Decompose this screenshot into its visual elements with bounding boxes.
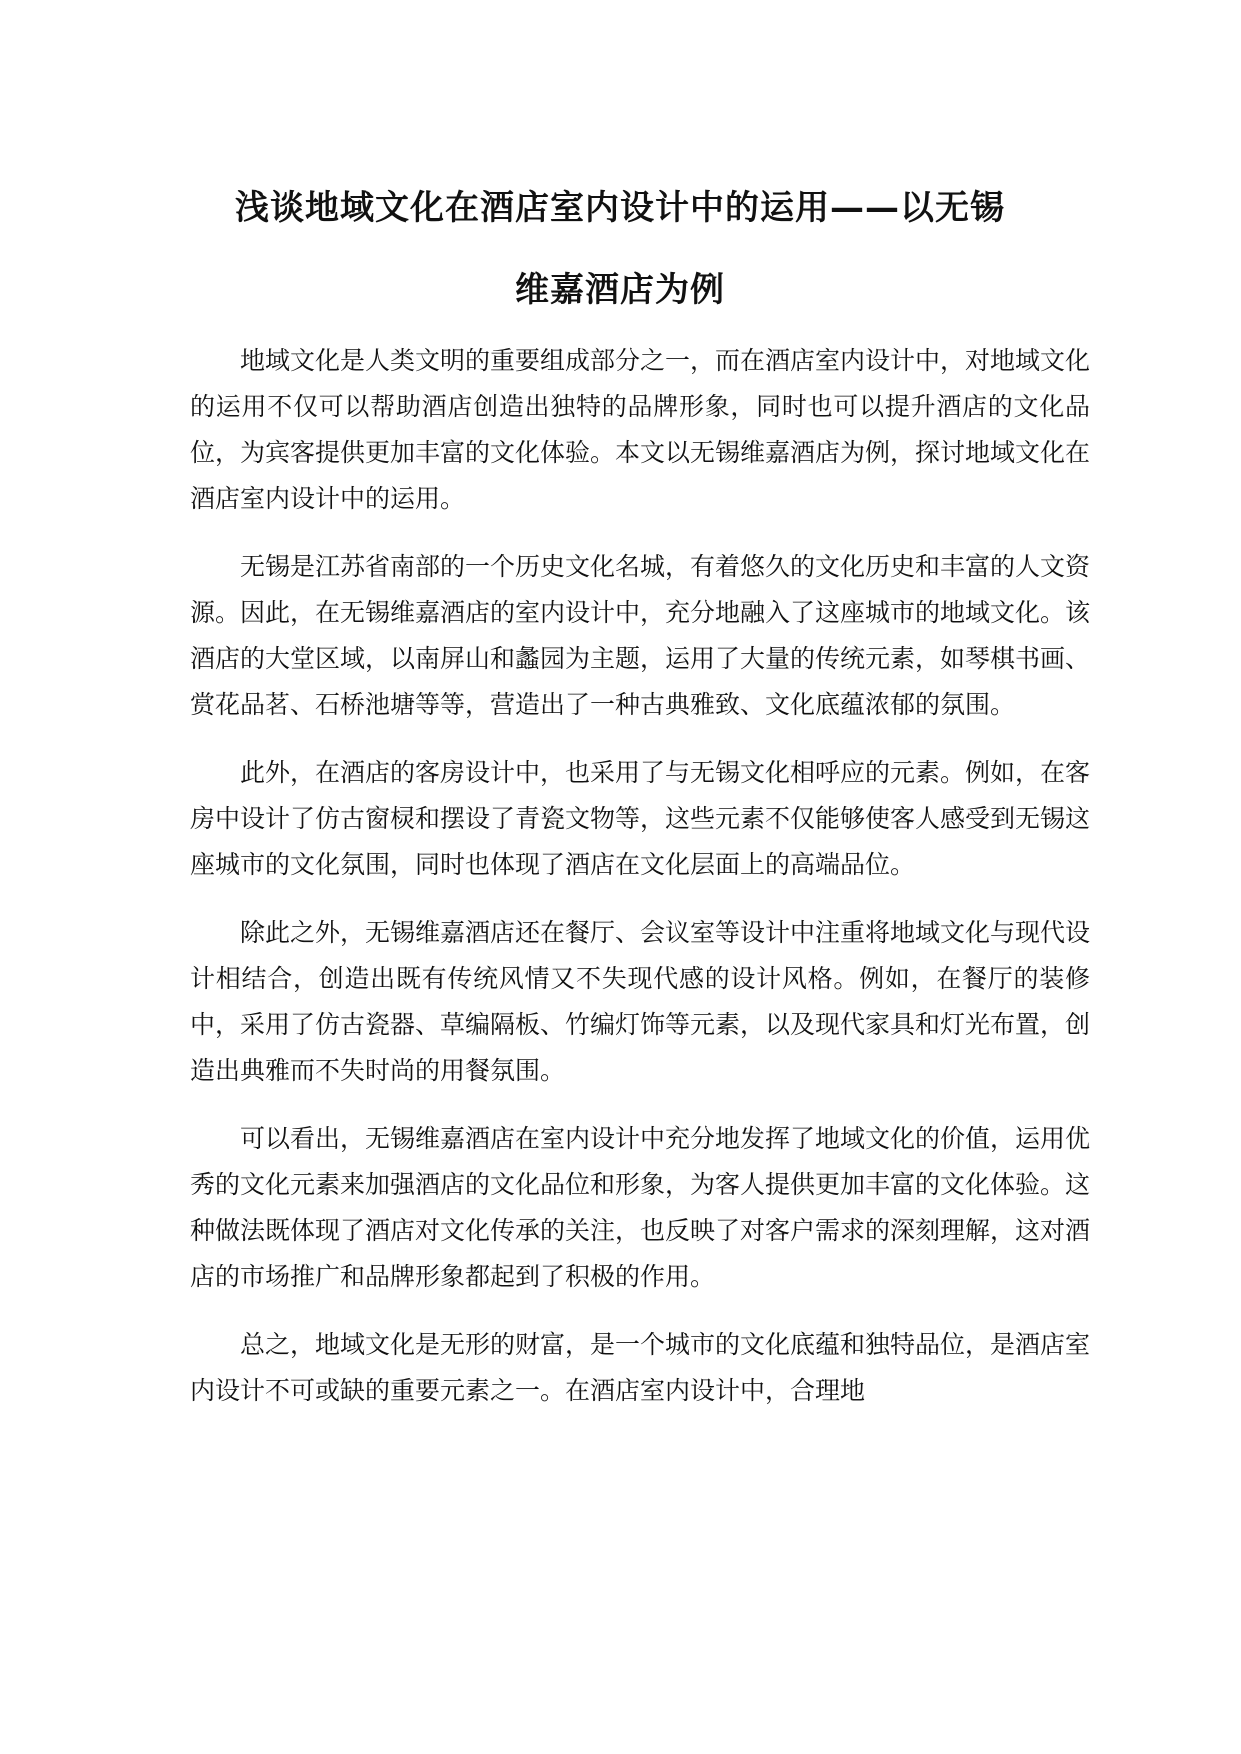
paragraph-3: 此外，在酒店的客房设计中，也采用了与无锡文化相呼应的元素。例如，在客房中设计了仿古窗棂和摆设了青瓷文物等，这些元素不仅能够使客人感受到无锡这座城市的文化氛围，同时也体现了酒店在文化层面上的高端品位。 xyxy=(190,758,1091,879)
paragraph-5: 可以看出，无锡维嘉酒店在室内设计中充分地发挥了地域文化的价值，运用优秀的文化元素来加强酒店的文化品位和形象，为客人提供更加丰富的文化体验。这种做法既体现了酒店对文化传承的关注，也反映了对客户需求的深刻理解，这对酒店的市场推广和品牌形象都起到了积极的作用。 xyxy=(190,1124,1091,1291)
paragraph-1: 地域文化是人类文明的重要组成部分之一，而在酒店室内设计中，对地域文化的运用不仅可以帮助酒店创造出独特的品牌形象，同时也可以提升酒店的文化品位，为宾客提供更加丰富的文化体验。本文以无锡维嘉酒店为例，探讨地域文化在酒店室内设计中的运用。 xyxy=(190,346,1091,513)
paragraph-4: 除此之外，无锡维嘉酒店还在餐厅、会议室等设计中注重将地域文化与现代设计相结合，创造出既有传统风情又不失现代感的设计风格。例如，在餐厅的装修中，采用了仿古瓷器、草编隔板、竹编灯饰等元素，以及现代家具和灯光布置，创造出典雅而不失时尚的用餐氛围。 xyxy=(190,918,1091,1085)
document-title-line-1: 浅谈地域文化在酒店室内设计中的运用——以无锡 xyxy=(235,188,1005,228)
document-title-line-2: 维嘉酒店为例 xyxy=(515,270,725,310)
paragraph-2: 无锡是江苏省南部的一个历史文化名城，有着悠久的文化历史和丰富的人文资源。因此，在无锡维嘉酒店的室内设计中，充分地融入了这座城市的地域文化。该酒店的大堂区域，以南屏山和蠡园为主题，运用了大量的传统元素，如琴棋书画、赏花品茗、石桥池塘等等，营造出了一种古典雅致、文化底蕴浓郁的氛围。 xyxy=(190,552,1091,719)
document-body xyxy=(190,338,1090,1436)
paragraph-6: 总之，地域文化是无形的财富，是一个城市的文化底蕴和独特品位，是酒店室内设计不可或缺的重要元素之一。在酒店室内设计中，合理地 xyxy=(190,1330,1091,1405)
